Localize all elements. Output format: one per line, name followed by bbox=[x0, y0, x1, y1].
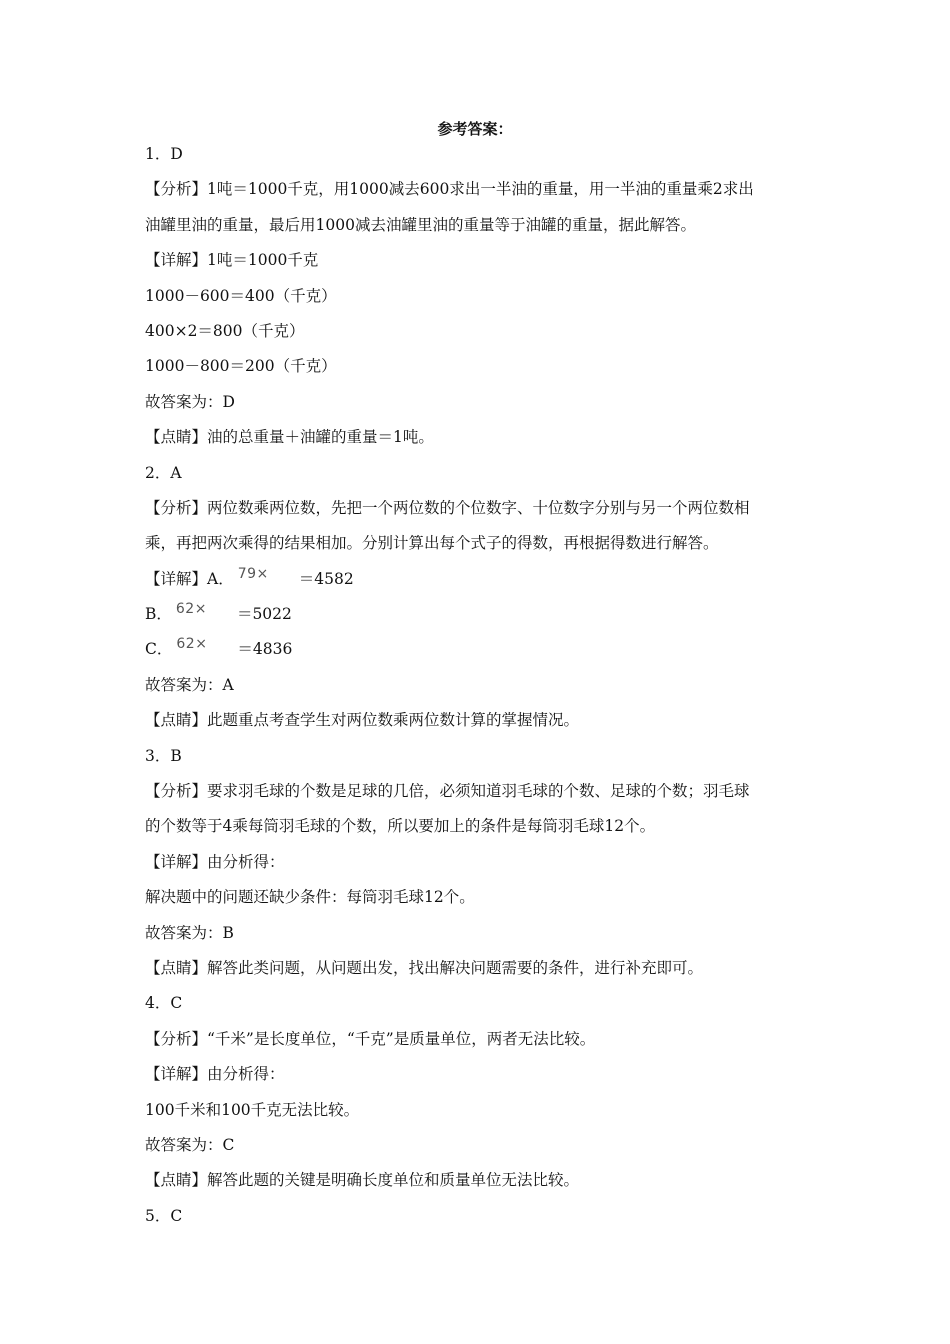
answer-2-result: 故答案为：A bbox=[145, 675, 234, 694]
answer-4-result: 故答案为：C bbox=[145, 1135, 235, 1154]
calc-image-c: 62× bbox=[176, 636, 208, 653]
answer-5-heading: 5．C bbox=[145, 1206, 183, 1225]
detail-c-result: ＝4836 bbox=[237, 640, 293, 659]
answer-3-heading: 3．B bbox=[145, 746, 182, 765]
answer-1-heading: 1．D bbox=[145, 145, 183, 163]
detail-b-label: B． bbox=[145, 605, 172, 624]
answer-1-detail: 【详解】1吨＝1000千克 bbox=[145, 251, 319, 270]
answer-3-step: 解决题中的问题还缺少条件：每筒羽毛球12个。 bbox=[145, 888, 475, 907]
answer-2-detail-a bbox=[145, 565, 815, 603]
detail-c-label: C． bbox=[145, 640, 173, 659]
answer-4-detail: 【详解】由分析得： bbox=[145, 1065, 285, 1084]
answer-4-heading: 4．C bbox=[145, 994, 183, 1013]
answer-3-analysis-cont: 的个数等于4乘每筒羽毛球的个数，所以要加上的条件是每筒羽毛球12个。 bbox=[145, 817, 656, 836]
answer-2-detail-c bbox=[145, 638, 815, 673]
answer-body bbox=[145, 143, 815, 1240]
answer-4-analysis: 【分析】“千米”是长度单位，“千克”是质量单位，两者无法比较。 bbox=[145, 1029, 596, 1048]
answer-2-tip: 【点睛】此题重点考查学生对两位数乘两位数计算的掌握情况。 bbox=[145, 711, 580, 730]
answer-3-analysis: 【分析】要求羽毛球的个数是足球的几倍，必须知道羽毛球的个数、足球的个数；羽毛球 bbox=[145, 782, 750, 801]
answer-1-analysis-cont: 油罐里油的重量，最后用1000减去油罐里油的重量等于油罐的重量，据此解答。 bbox=[145, 215, 696, 234]
calc-image-a: 79× bbox=[237, 565, 269, 582]
detail-a-result: ＝4582 bbox=[298, 569, 354, 588]
answer-2-analysis: 【分析】两位数乘两位数，先把一个两位数的个位数字、十位数字分别与另一个两位数相 bbox=[145, 498, 750, 517]
answer-1-result: 故答案为：D bbox=[145, 392, 235, 411]
page-title: 参考答案： bbox=[437, 120, 513, 138]
answer-1-step-2: 400×2＝800（千克） bbox=[145, 321, 305, 340]
answer-2-heading: 2．A bbox=[145, 463, 182, 482]
answer-1-tip: 【点睛】油的总重量＋油罐的重量＝1吨。 bbox=[145, 428, 434, 447]
answer-2-analysis-cont: 乘，再把两次乘得的结果相加。分别计算出每个式子的得数，再根据得数进行解答。 bbox=[145, 534, 719, 553]
answer-2-detail-b bbox=[145, 603, 815, 638]
calc-image-b: 62× bbox=[175, 601, 207, 618]
detail-b-result: ＝5022 bbox=[236, 605, 292, 624]
detail-a-label: 【详解】A． bbox=[145, 569, 234, 588]
answer-3-detail: 【详解】由分析得： bbox=[145, 852, 285, 871]
answer-4-tip: 【点睛】解答此题的关键是明确长度单位和质量单位无法比较。 bbox=[145, 1171, 580, 1190]
answer-1-analysis: 【分析】1吨＝1000千克，用1000减去600求出一半油的重量，用一半油的重量乘2求出 bbox=[145, 180, 754, 199]
answer-1-step-3: 1000－800＝200（千克） bbox=[145, 357, 337, 376]
answer-4-step: 100千米和100千克无法比较。 bbox=[145, 1100, 360, 1119]
answer-3-result: 故答案为：B bbox=[145, 923, 234, 942]
answer-3-tip: 【点睛】解答此类问题，从问题出发，找出解决问题需要的条件，进行补充即可。 bbox=[145, 958, 704, 977]
answer-1-step-1: 1000－600＝400（千克） bbox=[145, 286, 337, 305]
